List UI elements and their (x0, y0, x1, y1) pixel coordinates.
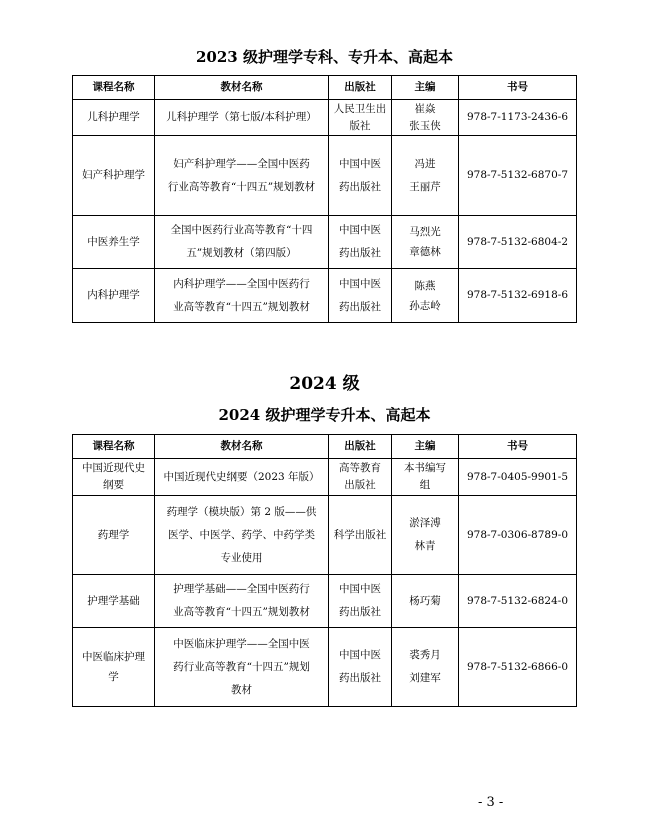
publisher-line: 药出版社 (339, 300, 381, 313)
table-row (73, 269, 577, 323)
course-cell (73, 575, 155, 628)
section1-title: 2023 级护理学专科、专升本、高起本 (196, 48, 453, 66)
editor-line: 淤泽溥 (409, 517, 441, 529)
book-line: 专业使用 (220, 551, 263, 564)
publisher-line: 出版社 (344, 479, 376, 491)
book-cell (155, 100, 329, 136)
course-cell: 内科护理学 (73, 269, 155, 323)
publisher-line: 中国中医 (339, 277, 381, 290)
editor-line: 马烈光 (409, 226, 441, 238)
course-cell: 儿科护理学 (73, 100, 155, 136)
header-editor: 主编 (392, 435, 459, 459)
editor-line: 杨巧菊 (409, 594, 441, 607)
book-line: 五”规划教材（第四版） (186, 247, 297, 259)
publisher-line: 药出版社 (339, 672, 381, 684)
header-book: 教材名称 (155, 76, 329, 100)
year-heading: 2024 级 (289, 374, 360, 394)
book-line: 儿科护理学（第七版/本科护理） (166, 111, 317, 123)
book-cell (155, 269, 329, 323)
section2-title: 2024 级护理学专升本、高起本 (218, 406, 431, 424)
table-row (73, 459, 577, 496)
course-line: 纲要 (103, 479, 124, 491)
book-line: 业高等教育“十四五”规划教材 (173, 606, 310, 618)
book-cell (155, 575, 329, 628)
publisher-line: 中国中医 (339, 583, 381, 595)
table-row (73, 100, 577, 136)
publisher-line: 人民卫生出 (333, 102, 387, 115)
book-line: 中医临床护理学——全国中医 (173, 637, 310, 650)
editor-line: 陈燕 (414, 279, 436, 292)
book-line: 全国中医药行业高等教育“十四 (170, 224, 313, 236)
book-cell (155, 628, 329, 707)
isbn-cell: 978-7-5132-6866-0 (459, 628, 577, 707)
book-line: 妇产科护理学——全国中医药 (173, 157, 310, 170)
publisher-cell (329, 216, 392, 269)
editor-line: 张玉侠 (409, 119, 441, 132)
course-line: 药理学 (97, 528, 130, 541)
editor-line: 王丽芹 (409, 180, 441, 193)
header-isbn: 书号 (459, 76, 577, 100)
publisher-cell (329, 100, 392, 136)
book-cell (155, 459, 329, 496)
editor-line: 冯进 (414, 157, 436, 170)
book-line: 行业高等教育“十四五”规划教材 (167, 180, 316, 193)
editor-cell (392, 100, 459, 136)
editor-line: 孙志岭 (409, 299, 441, 312)
editor-line: 刘建军 (409, 672, 441, 684)
course-cell: 妇产科护理学 (73, 136, 155, 216)
table-row (73, 136, 577, 216)
header-publisher: 出版社 (329, 435, 392, 459)
publisher-line: 中国中医 (339, 649, 381, 661)
book-line: 中国近现代史纲要（2023 年版） (163, 470, 320, 483)
editor-cell (392, 459, 459, 496)
table-header-row (73, 435, 577, 459)
course-line: 学 (108, 671, 119, 683)
publisher-line: 科学出版社 (333, 528, 387, 541)
header-publisher: 出版社 (329, 76, 392, 100)
isbn-cell: 978-7-0405-9901-5 (459, 459, 577, 496)
book-cell (155, 216, 329, 269)
publisher-cell (329, 459, 392, 496)
course-cell (73, 459, 155, 496)
table-2023 (72, 75, 577, 323)
editor-cell (392, 269, 459, 323)
editor-cell (392, 575, 459, 628)
editor-cell (392, 628, 459, 707)
book-line: 医学、中医学、药学、中药学类 (168, 528, 315, 541)
editor-line: 组 (419, 479, 431, 491)
header-book: 教材名称 (155, 435, 329, 459)
table-row (73, 628, 577, 707)
publisher-line: 药出版社 (339, 606, 381, 618)
publisher-line: 中国中医 (339, 157, 381, 170)
publisher-cell (329, 575, 392, 628)
publisher-cell (329, 269, 392, 323)
editor-cell (392, 496, 459, 575)
publisher-line: 药出版社 (339, 180, 381, 193)
book-line: 教材 (231, 683, 252, 696)
table-row (73, 575, 577, 628)
table-row (73, 216, 577, 269)
book-line: 业高等教育“十四五”规划教材 (173, 300, 310, 313)
publisher-cell (329, 136, 392, 216)
editor-line: 林青 (414, 540, 436, 552)
book-line: 药行业高等教育“十四五”规划 (173, 660, 310, 673)
book-line: 护理学基础——全国中医药行 (173, 583, 310, 595)
course-cell: 中医养生学 (73, 216, 155, 269)
course-line: 护理学基础 (87, 594, 140, 607)
header-course: 课程名称 (73, 435, 155, 459)
isbn-cell: 978-7-5132-6918-6 (459, 269, 577, 323)
book-cell (155, 136, 329, 216)
isbn-cell: 978-7-5132-6870-7 (459, 136, 577, 216)
editor-cell (392, 136, 459, 216)
page-number: - 3 - (478, 795, 504, 810)
course-cell (73, 496, 155, 575)
header-editor: 主编 (392, 76, 459, 100)
publisher-cell (329, 496, 392, 575)
publisher-line: 高等教育 (339, 462, 381, 474)
course-line: 中医临床护理 (82, 651, 145, 663)
course-line: 中国近现代史 (82, 462, 145, 474)
course-cell (73, 628, 155, 707)
isbn-cell: 978-7-5132-6804-2 (459, 216, 577, 269)
editor-line: 章德林 (409, 246, 441, 258)
isbn-cell: 978-7-1173-2436-6 (459, 100, 577, 136)
book-cell (155, 496, 329, 575)
publisher-line: 版社 (349, 119, 371, 132)
publisher-line: 中国中医 (339, 224, 381, 236)
editor-cell (392, 216, 459, 269)
editor-line: 裘秀月 (409, 649, 441, 661)
book-line: 内科护理学——全国中医药行 (173, 277, 310, 290)
book-line: 药理学（模块版）第 2 版——供 (166, 505, 317, 518)
header-isbn: 书号 (459, 435, 577, 459)
table-2024 (72, 434, 577, 707)
isbn-cell: 978-7-5132-6824-0 (459, 575, 577, 628)
table-header-row (73, 76, 577, 100)
editor-line: 崔焱 (414, 102, 436, 115)
publisher-line: 药出版社 (339, 247, 381, 259)
editor-line: 本书编写 (404, 462, 446, 474)
publisher-cell (329, 628, 392, 707)
isbn-cell: 978-7-0306-8789-0 (459, 496, 577, 575)
header-course: 课程名称 (73, 76, 155, 100)
table-row (73, 496, 577, 575)
